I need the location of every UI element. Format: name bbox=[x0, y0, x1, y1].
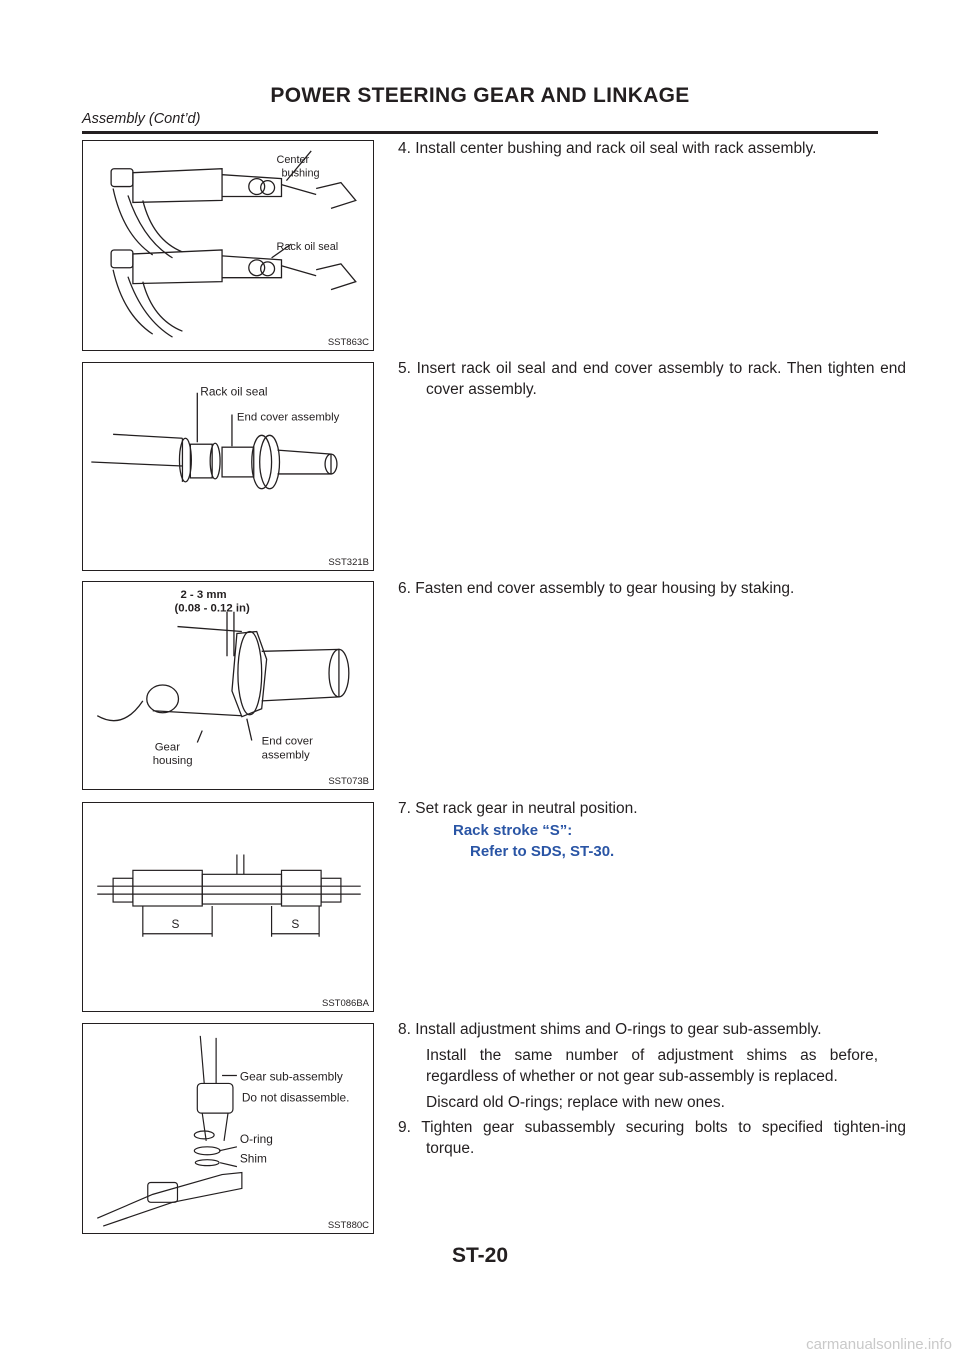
figure-end-cover-drawing bbox=[83, 363, 373, 570]
page-number: ST-20 bbox=[451, 1244, 509, 1267]
label-stroke-left: S bbox=[171, 916, 180, 931]
label-center: Center bbox=[276, 153, 310, 166]
figure-code: SST073B bbox=[328, 776, 369, 787]
figure-staking-drawing bbox=[83, 582, 373, 789]
figure-center-bushing bbox=[82, 140, 374, 351]
label-gap-mm: 2 - 3 mm bbox=[180, 588, 227, 601]
label-gear-sub-assembly: Gear sub-assembly bbox=[239, 1069, 343, 1084]
label-end-cover-assembly: End cover assembly bbox=[236, 411, 340, 424]
figure-code: SST086BA bbox=[322, 998, 369, 1009]
figure-code: SST863C bbox=[327, 337, 369, 348]
spec-rack-stroke-value: Refer to SDS, ST-30. bbox=[470, 843, 615, 860]
step-7: 7. Set rack gear in neutral position. bbox=[398, 800, 638, 817]
label-shim: Shim bbox=[239, 1151, 267, 1166]
step-9: 9. Tighten gear subassembly securing bolts to specified tighten-ing torque. bbox=[398, 1119, 906, 1157]
page-title: POWER STEERING GEAR AND LINKAGE bbox=[270, 84, 690, 107]
step-6: 6. Fasten end cover assembly to gear housing by staking. bbox=[398, 580, 795, 597]
watermark: carmanualsonline.info bbox=[806, 1336, 952, 1353]
note-o-rings: Discard old O-rings; replace with new ones. bbox=[426, 1094, 725, 1111]
label-end-cover: End cover bbox=[261, 735, 313, 748]
label-rack-oil-seal: Rack oil seal bbox=[200, 384, 268, 399]
note-shims: Install the same number of adjustment shims as before, regardless of whether or not gear sub-assembly is replaced. bbox=[426, 1047, 878, 1085]
section-subtitle: Assembly (Cont’d) bbox=[82, 111, 201, 127]
step-5: 5. Insert rack oil seal and end cover assembly to rack. Then tighten end cover assembly. bbox=[398, 360, 906, 398]
step-4: 4. Install center bushing and rack oil seal with rack assembly. bbox=[398, 140, 817, 157]
label-gear: Gear bbox=[154, 741, 181, 754]
label-housing: housing bbox=[152, 755, 193, 768]
figure-rack-stroke-drawing bbox=[83, 803, 373, 1011]
figure-code: SST321B bbox=[328, 557, 369, 568]
header-rule bbox=[82, 131, 878, 134]
label-o-ring: O-ring bbox=[239, 1131, 273, 1146]
figure-end-cover bbox=[82, 362, 374, 571]
label-bushing: bushing bbox=[281, 167, 320, 180]
figure-rack-stroke bbox=[82, 802, 374, 1012]
label-assembly: assembly bbox=[261, 749, 310, 762]
figure-gear-sub-assembly-drawing bbox=[83, 1024, 373, 1233]
figure-staking bbox=[82, 581, 374, 790]
spec-rack-stroke-label: Rack stroke “S”: bbox=[453, 822, 573, 839]
label-gap-in: (0.08 - 0.12 in) bbox=[174, 602, 250, 615]
figure-gear-sub-assembly bbox=[82, 1023, 374, 1234]
label-do-not-disassemble: Do not disassemble. bbox=[241, 1090, 350, 1105]
figure-center-bushing-drawing bbox=[83, 141, 373, 350]
label-stroke-right: S bbox=[291, 916, 300, 931]
label-rack-oil-seal: Rack oil seal bbox=[276, 240, 339, 253]
figure-code: SST880C bbox=[327, 1220, 369, 1231]
step-8: 8. Install adjustment shims and O-rings to gear sub-assembly. bbox=[398, 1021, 822, 1038]
